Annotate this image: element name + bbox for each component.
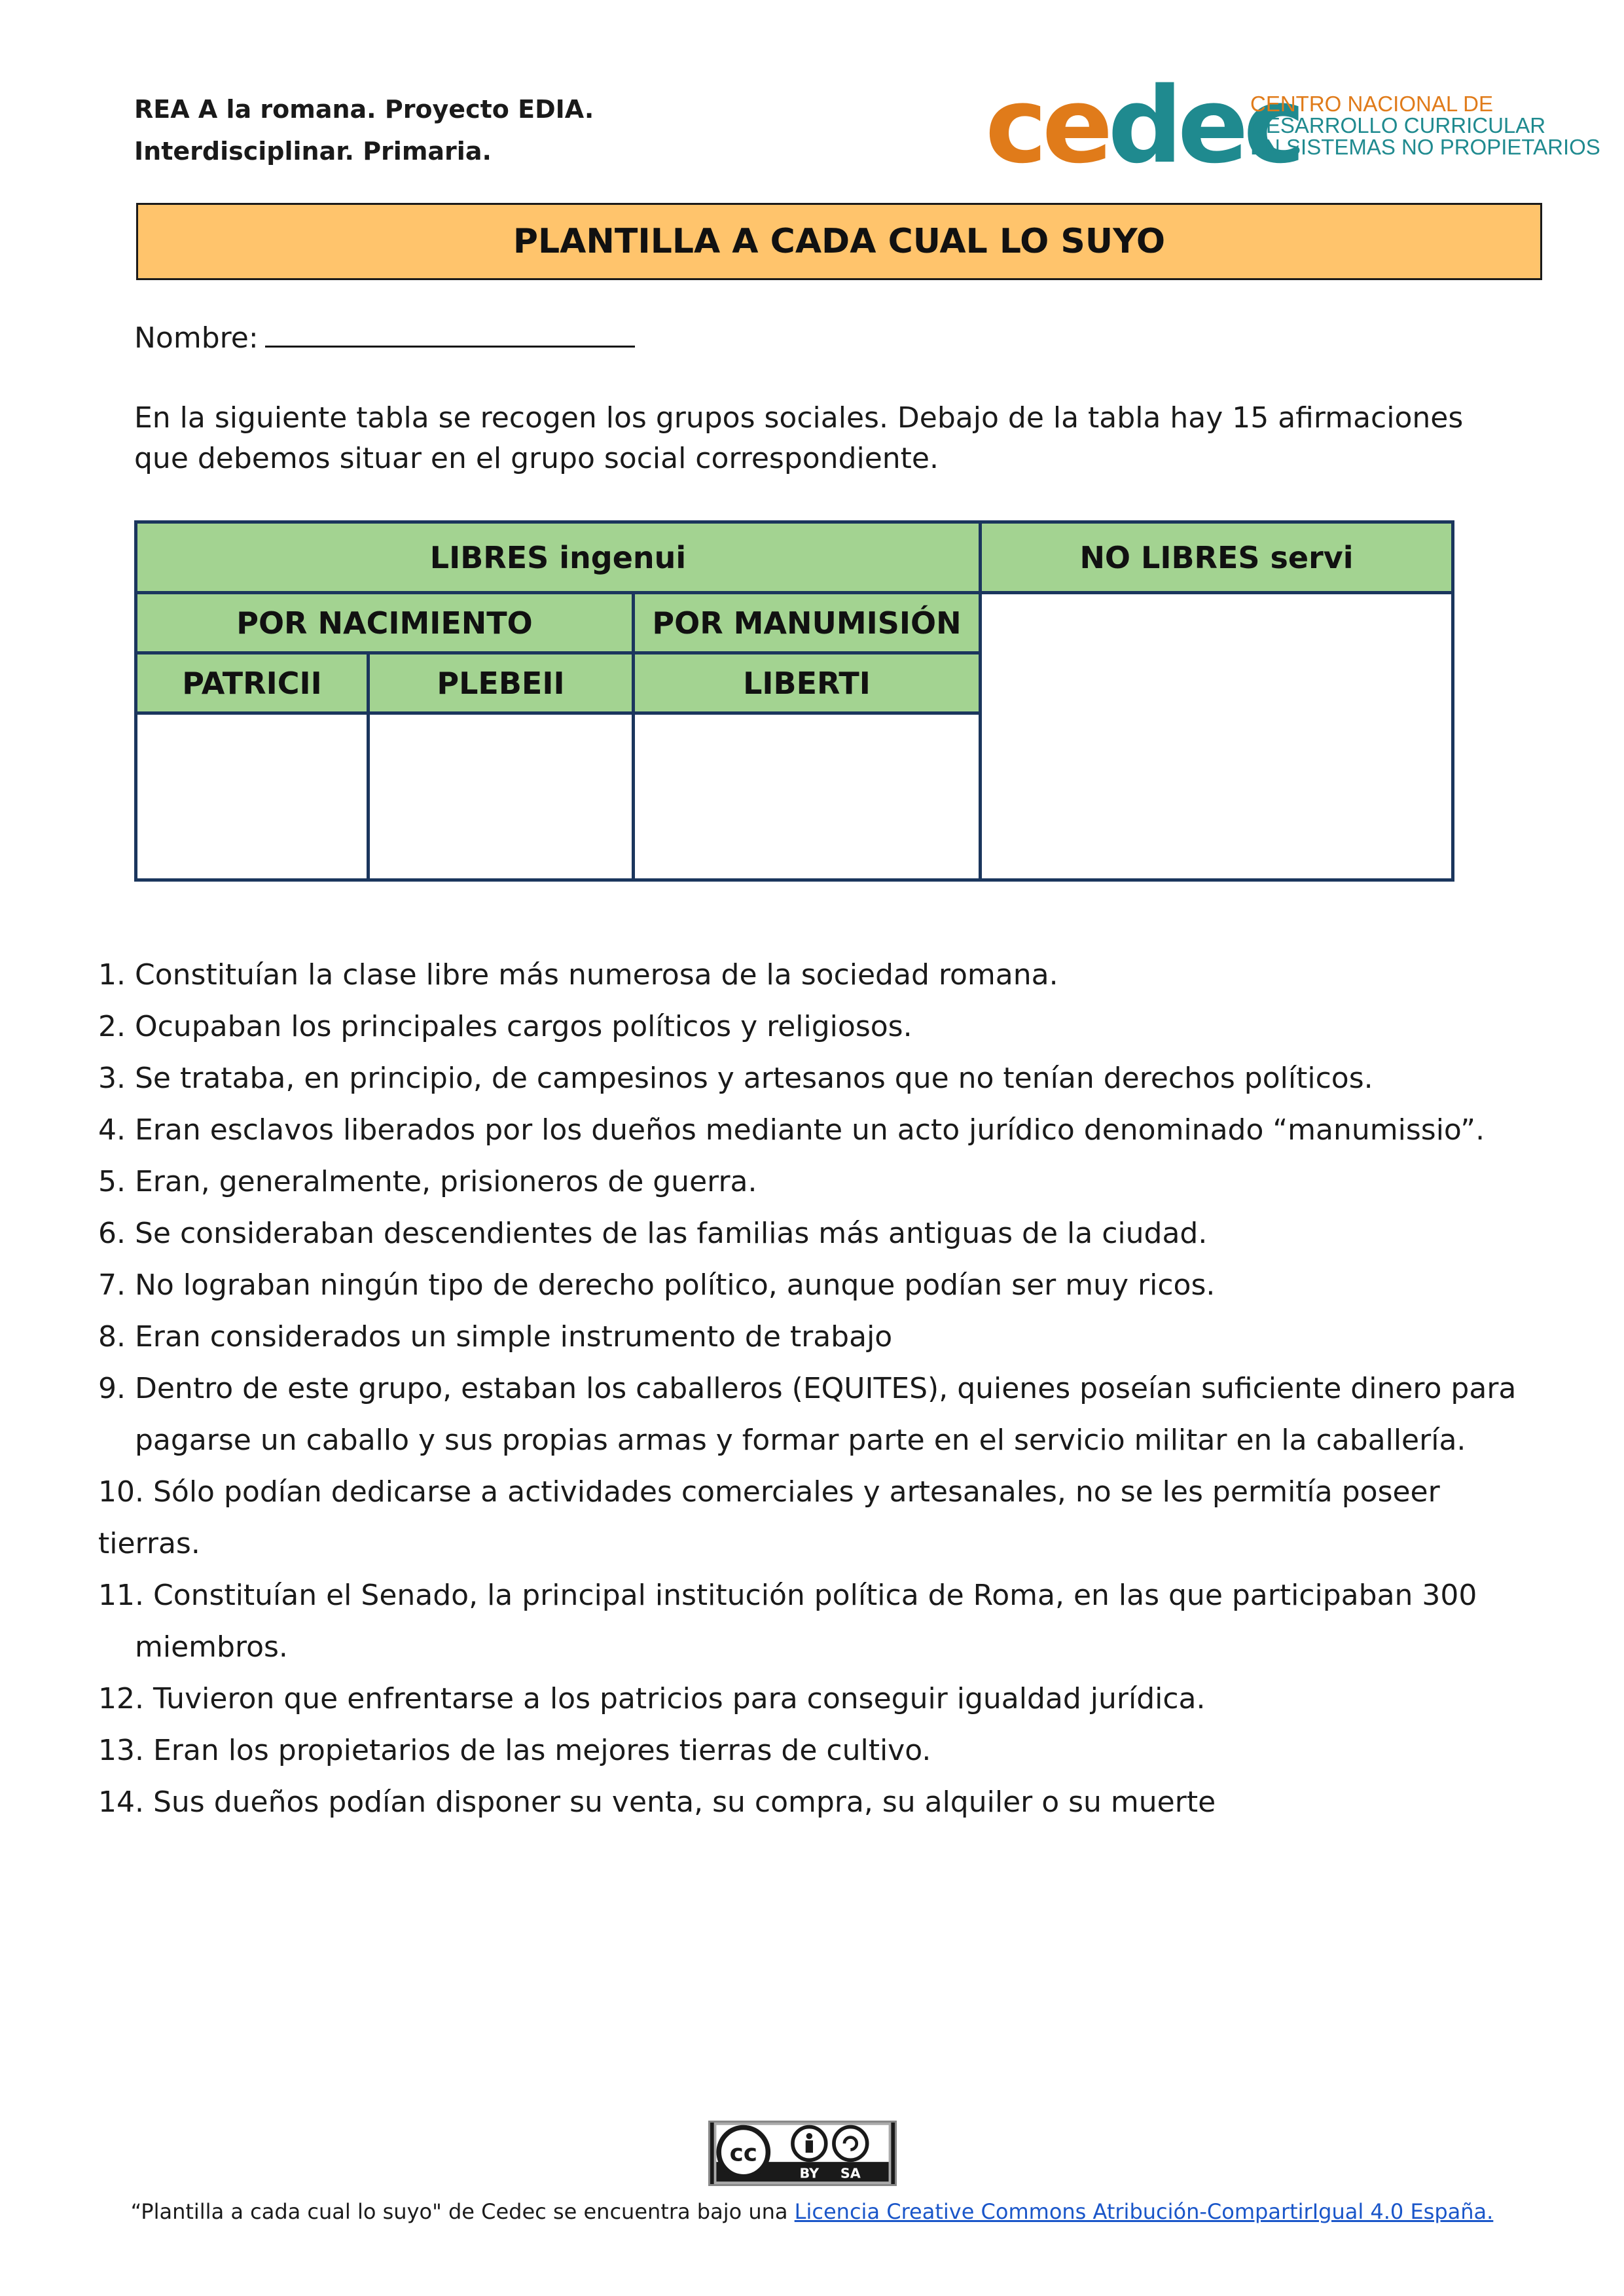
statement-item [98,1776,1538,1828]
badge-by-label: BY [799,2165,820,2181]
statement-item [98,1725,1538,1776]
cc-icon-text: cc [729,2140,757,2167]
badge-sa-label: SA [840,2165,861,2181]
header-no-libres: NO LIBRES servi [981,522,1453,593]
statement-text: Sólo podían dedicarse a actividades comerciales y artesanales, no se les permitía poseer tierras. [98,1475,1440,1560]
header-por-manumision: POR MANUMISIÓN [634,593,981,653]
statement-number: 8. [98,1320,126,1354]
statement-item [98,1001,1538,1052]
statement-text-continued: pagarse un caballo y sus propias armas y formar parte en el servicio militar en la caballería. [135,1424,1466,1457]
logo-sub-line1: CENTRO NACIONAL DE [1250,92,1493,116]
header-patricii: PATRICII [136,653,369,713]
statement-number: 1. [98,958,126,992]
statement-text: Eran los propietarios de las mejores tierras de cultivo. [153,1734,931,1767]
statement-text: Eran esclavos liberados por los dueños mediante un acto jurídico denominado “manumissio”. [134,1113,1485,1147]
header-liberti: LIBERTI [634,653,981,713]
statement-number: 2. [98,1010,126,1043]
statement-text: Constituían el Senado, la principal institución política de Roma, en las que participaban 300 [153,1579,1477,1612]
statement-number: 9. [98,1372,126,1405]
statement-text: Se consideraban descendientes de las familias más antiguas de la ciudad. [134,1217,1208,1250]
intro-paragraph: En la siguiente tabla se recogen los grupos sociales. Debajo de la tabla hay 15 afirmaciones que debemos situar en el grupo social correspondiente. [134,401,1464,475]
license-footer [0,2199,1624,2224]
statements-list [98,949,1538,1828]
statement-item [98,1363,1538,1466]
cedec-logo-subtitle [1250,93,1600,158]
statement-item [98,1466,1538,1570]
statement-number: 5. [98,1165,126,1198]
statement-text: Tuvieron que enfrentarse a los patricios para conseguir igualdad jurídica. [153,1682,1206,1715]
statement-text: Se trataba, en principio, de campesinos y artesanos que no tenían derechos políticos. [134,1062,1373,1095]
statement-number: 11. [98,1579,144,1612]
logo-word-dec: dec [1108,64,1301,187]
header-plebeii: PLEBEII [369,653,634,713]
statement-text-continued: miembros. [135,1630,288,1664]
header-level-line: Interdisciplinar. Primaria. [134,137,492,166]
statement-item [98,1673,1538,1725]
statement-number: 13. [98,1734,144,1767]
license-link[interactable]: Licencia Creative Commons Atribución-CompartirIgual 4.0 España. [794,2199,1494,2224]
cedec-logo [985,64,1600,187]
statement-text: Eran, generalmente, prisioneros de guerra. [134,1165,757,1198]
sa-icon [834,2127,867,2161]
logo-sub-line3: EN SISTEMAS NO PROPIETARIOS [1250,135,1600,159]
statement-number: 12. [98,1682,144,1715]
statement-number: 4. [98,1113,126,1147]
statement-text: Ocupaban los principales cargos políticos y religiosos. [134,1010,912,1043]
statement-text: Sus dueños podían disponer su venta, su compra, su alquiler o su muerte [153,1785,1216,1819]
statement-number: 10. [98,1475,144,1509]
header-libres: LIBRES ingenui [136,522,981,593]
cc-by-sa-badge [708,2121,897,2186]
cell-patricii-answer[interactable] [136,713,369,880]
name-label: Nombre: [134,321,259,355]
header-project-line: REA A la romana. Proyecto EDIA. [134,95,594,124]
statement-item [98,949,1538,1001]
statement-number: 6. [98,1217,126,1250]
license-text: “Plantilla a cada cual lo suyo" de Cedec se encuentra bajo una [130,2199,795,2224]
logo-word-ce: ce [985,64,1108,187]
statement-text: Dentro de este grupo, estaban los caballeros (EQUITES), quienes poseían suficiente dinero para [134,1372,1517,1405]
cell-no-libres-answer[interactable] [981,593,1453,880]
statement-item [98,1104,1538,1156]
statement-item [98,1208,1538,1259]
statement-text: Constituían la clase libre más numerosa de la sociedad romana. [134,958,1058,992]
page-title: PLANTILLA A CADA CUAL LO SUYO [136,203,1542,280]
statement-number: 14. [98,1785,144,1819]
cell-plebeii-answer[interactable] [369,713,634,880]
statement-number: 7. [98,1268,126,1302]
header-por-nacimiento: POR NACIMIENTO [136,593,634,653]
logo-sub-line2: DESARROLLO CURRICULAR [1250,113,1546,137]
statement-text: Eran considerados un simple instrumento de trabajo [134,1320,893,1354]
name-underline[interactable] [265,319,635,348]
statement-item [98,1052,1538,1104]
statement-item [98,1259,1538,1311]
statement-text: No lograban ningún tipo de derecho político, aunque podían ser muy ricos. [134,1268,1216,1302]
name-field[interactable] [134,319,635,355]
statement-number: 3. [98,1062,126,1095]
statement-item [98,1570,1538,1673]
statement-item [98,1156,1538,1208]
cell-liberti-answer[interactable] [634,713,981,880]
statement-item [98,1311,1538,1363]
social-groups-table [134,520,1454,882]
